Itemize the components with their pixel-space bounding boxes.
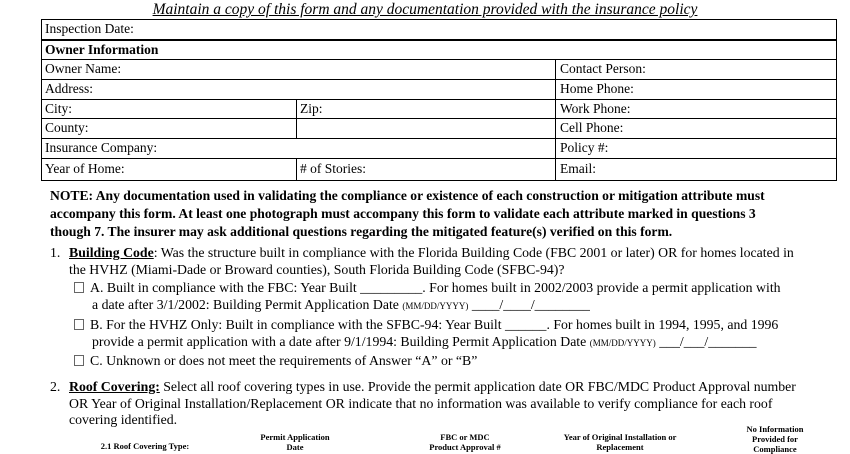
- insurance-company-label: Insurance Company:: [45, 140, 158, 155]
- q1-text-1: : Was the structure built in compliance with the Florida Building Code (FBC 2001 or later) OR for homes located in: [153, 245, 794, 260]
- q1-line-1: [69, 244, 794, 261]
- inspection-date-label: Inspection Date:: [45, 21, 134, 36]
- q2-number: 2.: [50, 379, 61, 394]
- contact-person-label: Contact Person:: [560, 61, 646, 76]
- option-a-date-blank[interactable]: ____/____/________: [471, 297, 590, 312]
- home-phone-label: Home Phone:: [560, 81, 634, 96]
- option-c-text: C. Unknown or does not meet the requirements of Answer “A” or “B”: [90, 353, 478, 368]
- year-of-home-label: Year of Home:: [45, 161, 125, 176]
- q1-option-a-line-2: [92, 296, 590, 315]
- documentation-note: [50, 187, 840, 241]
- option-b-checkbox[interactable]: [74, 319, 84, 330]
- note-line-1: NOTE: Any documentation used in validating the compliance or existence of each construction or mitigation attribute must: [50, 188, 765, 203]
- address-label: Address:: [45, 81, 93, 96]
- q1-option-b-line-1[interactable]: [74, 316, 778, 333]
- policy-number-label: Policy #:: [560, 140, 609, 155]
- q1-option-a-line-1[interactable]: [74, 279, 781, 296]
- option-a-date-format: (MM/DD/YYYY): [402, 301, 469, 311]
- owner-info-box: [41, 40, 837, 181]
- q1-line-2: the HVHZ (Miami-Dade or Broward counties), South Florida Building Code (SFBC-94)?: [69, 262, 565, 277]
- option-b-text-2: provide a permit application with a date after 9/1/1994: Building Permit Application Date: [92, 334, 587, 349]
- work-phone-label: Work Phone:: [560, 101, 631, 116]
- policy-banner: Maintain a copy of this form and any documentation provided with the insurance policy: [152, 1, 698, 18]
- option-c-checkbox[interactable]: [74, 355, 84, 366]
- col-permit-application-date: Permit Application Date: [260, 432, 330, 452]
- owner-name-label: Owner Name:: [45, 61, 122, 76]
- q2-title: Roof Covering:: [69, 379, 160, 394]
- option-b-date-blank[interactable]: ___/___/_______: [659, 334, 757, 349]
- col-year-installation: Year of Original Installation or Replacement: [563, 432, 677, 452]
- col-roof-covering-type: 2.1 Roof Covering Type:: [100, 441, 190, 451]
- stories-label: # of Stories:: [300, 161, 366, 176]
- q2-line-3: covering identified.: [69, 412, 178, 427]
- owner-info-heading: Owner Information: [45, 42, 159, 57]
- option-a-text-1: A. Built in compliance with the FBC: Year Built _________. For homes built in 2002/2003 provide a permit application with: [90, 280, 781, 295]
- col-product-approval: FBC or MDC Product Approval #: [429, 432, 501, 452]
- q2-line-2: OR Year of Original Installation/Replacement OR indicate that no information was available to verify compliance for each roof: [69, 396, 773, 411]
- email-label: Email:: [560, 161, 596, 176]
- option-a-checkbox[interactable]: [74, 282, 84, 293]
- q1-option-c[interactable]: [74, 352, 477, 369]
- note-line-3: though 7. The insurer may ask additional questions regarding the mitigated feature(s) verified on this form.: [50, 224, 673, 239]
- cell-phone-label: Cell Phone:: [560, 120, 624, 135]
- col-no-information: No Information Provided for Compliance: [746, 424, 804, 454]
- option-b-text-1: B. For the HVHZ Only: Built in compliance with the SFBC-94: Year Built ______. For homes built in 1994, 1995, and 1996: [90, 317, 779, 332]
- option-b-date-format: (MM/DD/YYYY): [589, 338, 656, 348]
- q1-number: 1.: [50, 245, 61, 260]
- q2-line-1: [69, 378, 796, 395]
- city-label: City:: [45, 101, 73, 116]
- note-line-2: accompany this form. At least one photograph must accompany this form to validate each attribute marked in questions 3: [50, 206, 756, 221]
- option-a-text-2: a date after 3/1/2002: Building Permit Application Date: [92, 297, 399, 312]
- county-label: County:: [45, 120, 89, 135]
- inspection-date-box: [41, 19, 837, 40]
- q1-title: Building Code: [69, 245, 154, 260]
- zip-label: Zip:: [300, 101, 323, 116]
- q2-text-1: Select all roof covering types in use. Provide the permit application date OR FBC/MDC Product Approval number: [159, 379, 796, 394]
- q1-option-b-line-2: [92, 333, 757, 352]
